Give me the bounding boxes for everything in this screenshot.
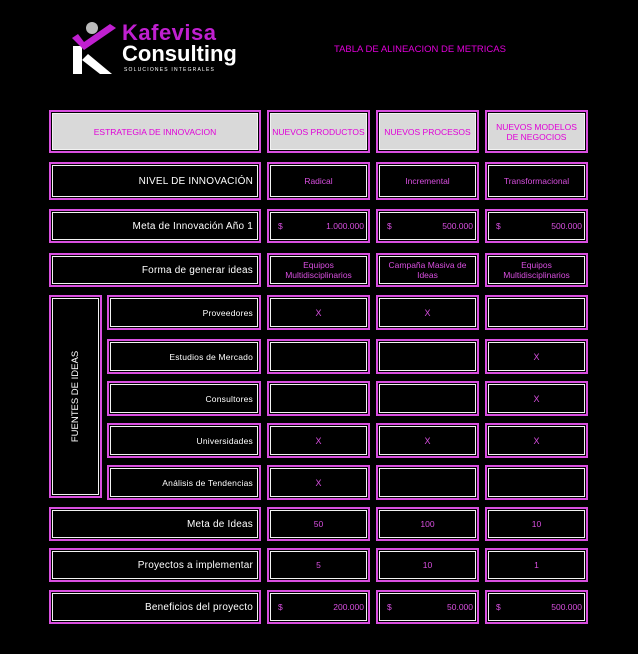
tendencias-col3 [485,465,588,500]
proyectos-col1: 5 [267,548,370,582]
header-col2: NUEVOS PROCESOS [376,110,479,153]
proveedores-col2: X [376,295,479,330]
beneficios-col1 [267,590,370,624]
logo-mark-icon [70,20,120,76]
estudios-col1 [267,339,370,374]
company-logo [70,18,240,78]
consultores-col2 [376,381,479,416]
header-strategy: ESTRATEGIA DE INNOVACION [49,110,261,153]
forma-col2: Campaña Masiva de Ideas [376,253,479,287]
beneficios-col3 [485,590,588,624]
tendencias-col1: X [267,465,370,500]
beneficios-col2 [376,590,479,624]
nivel-col1: Radical [267,162,370,200]
tendencias-col2 [376,465,479,500]
header-col1: NUEVOS PRODUCTOS [267,110,370,153]
row-label-forma: Forma de generar ideas [49,253,261,287]
proveedores-col1: X [267,295,370,330]
row-label-nivel: NIVEL DE INNOVACIÓN [49,162,261,200]
amount: 50.000 [447,602,473,612]
amount: 500.000 [442,221,473,231]
proyectos-col2: 10 [376,548,479,582]
amount: 1.000.000 [326,221,364,231]
proveedores-col3 [485,295,588,330]
fuente-label-tendencias: Análisis de Tendencias [107,465,261,500]
currency-symbol: $ [387,221,392,231]
brand-tagline: SOLUCIONES INTEGRALES [124,67,216,73]
estudios-col3: X [485,339,588,374]
consultores-col3: X [485,381,588,416]
universidades-col3: X [485,423,588,458]
fuente-label-consultores: Consultores [107,381,261,416]
meta-ideas-col2: 100 [376,507,479,541]
row-label-beneficios: Beneficios del proyecto [49,590,261,624]
amount: 500.000 [551,602,582,612]
brand-name: Kafevisa [122,20,217,45]
meta-ano-col2 [376,209,479,243]
universidades-col1: X [267,423,370,458]
amount: 500.000 [551,221,582,231]
consultores-col1 [267,381,370,416]
currency-symbol: $ [496,221,501,231]
currency-symbol: $ [278,221,283,231]
amount: 200.000 [333,602,364,612]
meta-ano-col3 [485,209,588,243]
row-label-proyectos: Proyectos a implementar [49,548,261,582]
estudios-col2 [376,339,479,374]
currency-symbol: $ [387,602,392,612]
row-label-meta-ano: Meta de Innovación Año 1 [49,209,261,243]
meta-ideas-col1: 50 [267,507,370,541]
forma-col1: Equipos Multidisciplinarios [267,253,370,287]
proyectos-col3: 1 [485,548,588,582]
fuente-label-proveedores: Proveedores [107,295,261,330]
meta-ideas-col3: 10 [485,507,588,541]
page-title: TABLA DE ALINEACION DE METRICAS [334,44,506,55]
fuente-label-universidades: Universidades [107,423,261,458]
fuentes-group-label [49,295,102,498]
fuente-label-estudios: Estudios de Mercado [107,339,261,374]
nivel-col2: Incremental [376,162,479,200]
nivel-col3: Transformacional [485,162,588,200]
currency-symbol: $ [278,602,283,612]
meta-ano-col1 [267,209,370,243]
universidades-col2: X [376,423,479,458]
currency-symbol: $ [496,602,501,612]
brand-sub: Consulting [122,41,237,66]
fuentes-group-text: FUENTES DE IDEAS [70,350,82,443]
row-label-meta-ideas: Meta de Ideas [49,507,261,541]
header-col3: NUEVOS MODELOS DE NEGOCIOS [485,110,588,153]
forma-col3: Equipos Multidisciplinarios [485,253,588,287]
